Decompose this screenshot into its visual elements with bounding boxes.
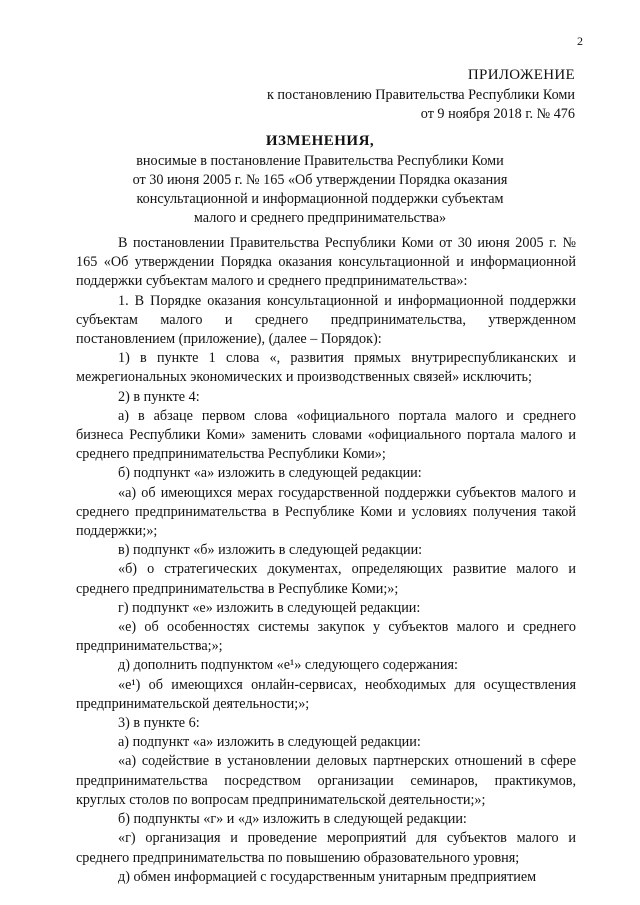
paragraph: «а) об имеющихся мерах государственной поддержки субъектов малого и среднего предпринимательства в Республике Коми и условиях получения такой поддержки;»; (76, 484, 576, 540)
appendix-line-1: к постановлению Правительства Республики Коми (266, 86, 575, 103)
document-heading (100, 132, 540, 228)
paragraph: «а) содействие в установлении деловых партнерских отношений в сфере предпринимательства посредством организации семинаров, практикумов, круглых столов по вопросам предпринимательской деятельности;»; (76, 753, 576, 808)
appendix-title: ПРИЛОЖЕНИЕ (467, 67, 575, 83)
appendix-line-2: от 9 ноября 2018 г. № 476 (420, 106, 575, 122)
paragraph: а) подпункт «а» изложить в следующей редакции: (118, 734, 421, 751)
paragraph: 1. В Порядке оказания консультационной и информационной поддержки субъектам малого и среднего предпринимательства, утвержденном постановлением (приложение), (далее – Порядок): (76, 292, 576, 348)
paragraph: 2) в пункте 4: (118, 388, 200, 405)
paragraph: «г) организация и проведение мероприятий для субъектов малого и среднего предпринимательства по повышению образовательного уровня; (76, 830, 576, 866)
heading-title: ИЗМЕНЕНИЯ, (265, 133, 375, 149)
paragraph: д) обмен информацией с государственным унитарным предприятием (118, 868, 537, 885)
paragraph: в) подпункт «б» изложить в следующей редакции: (118, 542, 423, 559)
paragraph: 3) в пункте 6: (118, 715, 200, 732)
paragraph: «е) об особенностях системы закупок у субъектов малого и среднего предпринимательства;»; (76, 619, 576, 655)
heading-line: от 30 июня 2005 г. № 165 «Об утверждении Порядка оказания (132, 172, 508, 188)
heading-line: вносимые в постановление Правительства Республики Коми (136, 153, 504, 169)
appendix-block (240, 66, 575, 125)
paragraph: «б) о стратегических документах, определяющих развитие малого и среднего предпринимательства в Республике Коми;»; (76, 561, 576, 597)
paragraph: а) в абзаце первом слова «официального портала малого и среднего бизнеса Республики Коми» заменить словами «официального портала малого и среднего предпринимательства Республики Коми»; (76, 407, 576, 463)
paragraph: б) подпункт «а» изложить в следующей редакции: (118, 465, 422, 482)
paragraph: В постановлении Правительства Республики Коми от 30 июня 2005 г. № 165 «Об утверждении Порядка оказания консультационной и информационной поддержки субъектам малого и среднего предпринимательства»: (76, 235, 576, 290)
paragraph: б) подпункты «г» и «д» изложить в следующей редакции: (118, 811, 467, 828)
paragraph: д) дополнить подпунктом «е¹» следующего содержания: (118, 657, 458, 674)
page-number: 2 (577, 34, 583, 48)
heading-line: малого и среднего предпринимательства» (193, 210, 447, 226)
paragraph: 1) в пункте 1 слова «, развития прямых внутриреспубликанских и межрегиональных экономических и производственных связей» исключить; (76, 350, 576, 386)
paragraph: «е¹) об имеющихся онлайн-сервисах, необходимых для осуществления предпринимательской деятельности;»; (76, 676, 576, 712)
document-body (76, 234, 576, 887)
heading-line: консультационной и информационной поддержки субъектам (136, 191, 504, 207)
paragraph: г) подпункт «е» изложить в следующей редакции: (118, 599, 421, 616)
